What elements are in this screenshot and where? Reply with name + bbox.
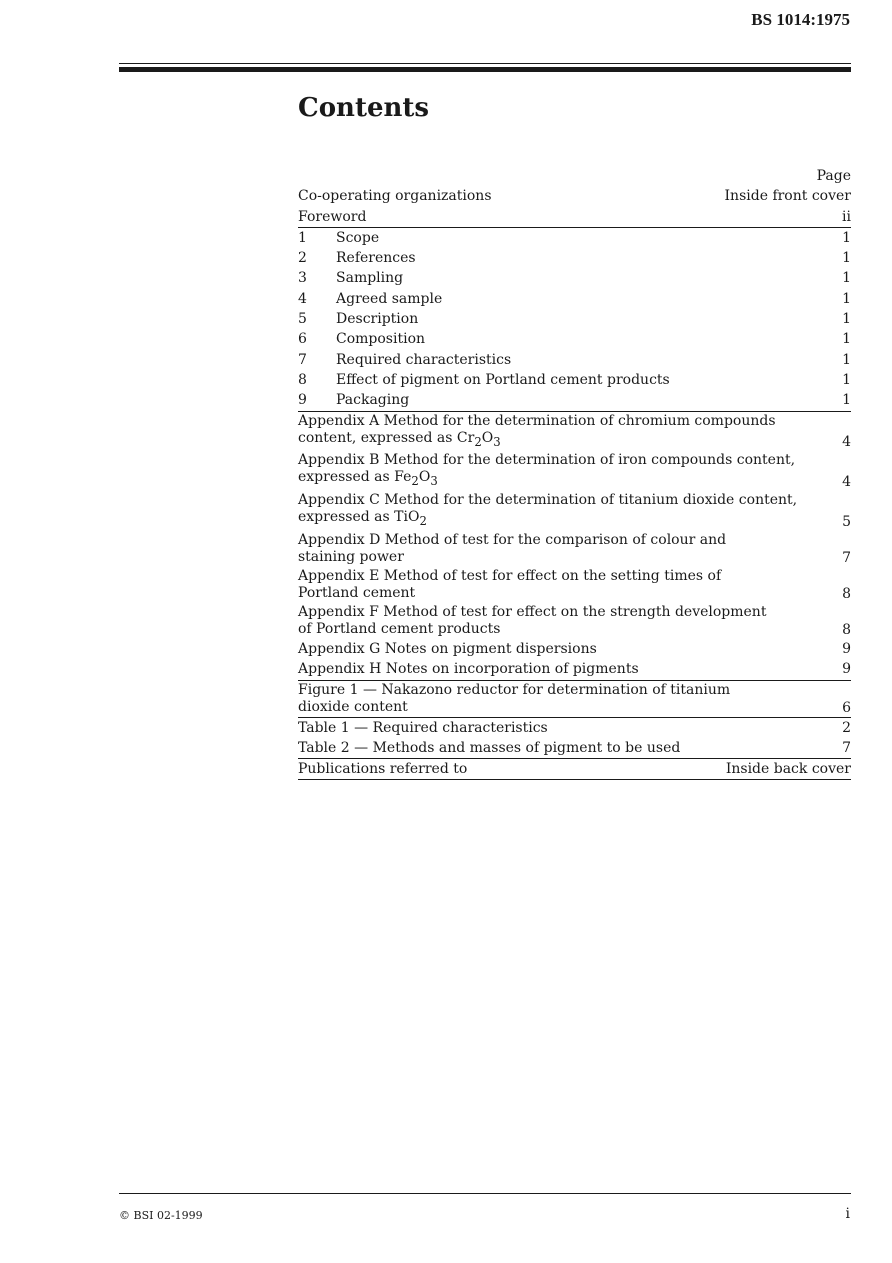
toc-entry-title: Agreed sample — [336, 290, 443, 307]
toc-entry[interactable] — [298, 491, 851, 531]
toc-entry[interactable] — [298, 309, 851, 329]
toc-page-ref: 9 — [842, 661, 851, 678]
toc-entry-title: Effect of pigment on Portland cement products — [336, 371, 670, 388]
toc-entry-title — [298, 531, 834, 567]
toc-entry-title — [298, 567, 834, 603]
toc-page-ref: 4 — [842, 434, 851, 451]
toc-page-ref: 4 — [842, 474, 851, 491]
toc-entry-title: Appendix G Notes on pigment dispersions — [298, 640, 597, 657]
toc-entry-title-line: staining power — [298, 548, 404, 565]
toc-entry[interactable] — [298, 248, 851, 268]
toc-entry-title: Composition — [336, 331, 426, 348]
toc-clause-number: 9 — [298, 392, 307, 409]
toc-entry-title-line: expressed as TiO$_2$ — [298, 509, 427, 528]
toc-page-ref: Inside front cover — [724, 188, 851, 205]
header-rule-thin — [119, 63, 851, 64]
toc-clause-number: 6 — [298, 331, 307, 348]
toc-page-ref: 5 — [842, 513, 851, 530]
toc-entry[interactable] — [298, 681, 851, 717]
toc-entry-title: Appendix H Notes on incorporation of pigments — [298, 661, 639, 678]
toc-clause-number: 5 — [298, 311, 307, 328]
page-title: Contents — [298, 93, 430, 123]
toc-entry-title: Sampling — [336, 270, 404, 287]
toc-entry-title-line: Portland cement — [298, 584, 416, 601]
toc-clause-number: 7 — [298, 351, 307, 368]
toc-entry-title-line: Figure 1 — Nakazono reductor for determination of titanium — [298, 681, 731, 698]
toc-entry[interactable] — [298, 412, 851, 452]
toc-entry[interactable] — [298, 207, 851, 227]
toc-entry[interactable] — [298, 329, 851, 349]
page-column-heading: Page — [816, 168, 851, 184]
toc-entry-title-line: Appendix D Method of test for the comparison of colour and — [298, 531, 727, 548]
toc-entry[interactable] — [298, 228, 851, 248]
toc-page-ref: 2 — [842, 719, 851, 736]
toc-entry-title-line: Appendix E Method of test for effect on the setting times of — [298, 567, 722, 584]
toc-entry[interactable] — [298, 390, 851, 410]
toc-page-ref: 1 — [842, 290, 851, 307]
toc-page-ref: 7 — [842, 549, 851, 566]
toc-entry-title-line: Appendix C Method for the determination of titanium dioxide content, — [298, 492, 798, 509]
toc-entry-title — [298, 412, 834, 452]
toc-page-ref: 1 — [842, 351, 851, 368]
toc-entry-title — [298, 603, 834, 639]
toc-entry-title: References — [336, 250, 416, 267]
toc-section — [298, 718, 851, 760]
toc-entry-title — [298, 451, 834, 491]
toc-entry[interactable] — [298, 350, 851, 370]
toc-page-ref: Inside back cover — [725, 761, 851, 778]
toc-entry-title: Foreword — [298, 208, 367, 225]
toc-entry-title: Scope — [336, 229, 380, 246]
toc-entry-title-line: dioxide content — [298, 698, 408, 715]
toc-clause-number: 3 — [298, 270, 307, 287]
toc-page-ref: 1 — [842, 229, 851, 246]
toc-entry-title-line: Appendix A Method for the determination of chromium compounds — [298, 412, 776, 429]
toc-entry[interactable] — [298, 451, 851, 491]
footer-rule — [119, 1193, 851, 1194]
toc-entry-title-line: content, expressed as $Cr_2O_3$ — [298, 429, 501, 449]
toc-page-ref: 1 — [842, 392, 851, 409]
toc-clause-number: 1 — [298, 229, 307, 246]
toc-entry-title: Publications referred to — [298, 761, 468, 778]
toc-page-ref: 8 — [842, 621, 851, 638]
toc-clause-number: 8 — [298, 371, 307, 388]
document-id: BS 1014:1975 — [751, 10, 850, 29]
toc-section — [298, 759, 851, 780]
toc-entry-title-line: of Portland cement products — [298, 620, 501, 637]
toc-entry-title-line: expressed as $Fe_2O_3$ — [298, 469, 438, 489]
toc-page-ref: 9 — [842, 640, 851, 657]
toc-entry[interactable] — [298, 603, 851, 639]
page-number: i — [845, 1206, 850, 1222]
toc-page-ref: 1 — [842, 371, 851, 388]
toc-entry[interactable] — [298, 370, 851, 390]
toc-entry[interactable] — [298, 738, 851, 758]
toc-entry-title: Table 1 — Required characteristics — [298, 719, 548, 736]
toc-page-ref: ii — [842, 208, 851, 225]
toc-entry-title-line: Appendix F Method of test for effect on the strength development — [298, 603, 767, 620]
toc-page-ref: 1 — [842, 250, 851, 267]
toc-page-ref: 8 — [842, 585, 851, 602]
toc-page-ref: 1 — [842, 311, 851, 328]
toc-section — [298, 186, 851, 228]
toc-entry-title-line: Appendix B Method for the determination of iron compounds content, — [298, 452, 796, 469]
toc-entry[interactable] — [298, 718, 851, 738]
toc-entry-title: Description — [336, 311, 419, 328]
toc-entry[interactable] — [298, 289, 851, 309]
toc-entry[interactable] — [298, 567, 851, 603]
toc-entry[interactable] — [298, 268, 851, 288]
toc-page-ref: 7 — [842, 739, 851, 756]
toc-page-ref: 1 — [842, 331, 851, 348]
toc-entry[interactable] — [298, 186, 851, 206]
toc-entry[interactable] — [298, 639, 851, 659]
toc-entry-title: Required characteristics — [336, 351, 512, 368]
toc-entry-title — [298, 681, 834, 717]
copyright-notice: © BSI 02-1999 — [119, 1209, 203, 1222]
toc-entry-title: Co-operating organizations — [298, 188, 492, 205]
toc-entry-title: Packaging — [336, 392, 410, 409]
toc-section — [298, 412, 851, 681]
toc-page-ref: 1 — [842, 270, 851, 287]
toc-entry[interactable] — [298, 531, 851, 567]
table-of-contents — [298, 166, 851, 780]
toc-entry[interactable] — [298, 759, 851, 779]
toc-entry-title: Table 2 — Methods and masses of pigment to be used — [298, 739, 681, 756]
toc-section — [298, 228, 851, 412]
toc-page-ref: 6 — [842, 699, 851, 716]
toc-clause-number: 2 — [298, 250, 307, 267]
toc-section — [298, 681, 851, 718]
toc-entry[interactable] — [298, 659, 851, 679]
header-rule-thick — [119, 67, 851, 72]
toc-entry-title — [298, 491, 834, 531]
toc-clause-number: 4 — [298, 290, 307, 307]
